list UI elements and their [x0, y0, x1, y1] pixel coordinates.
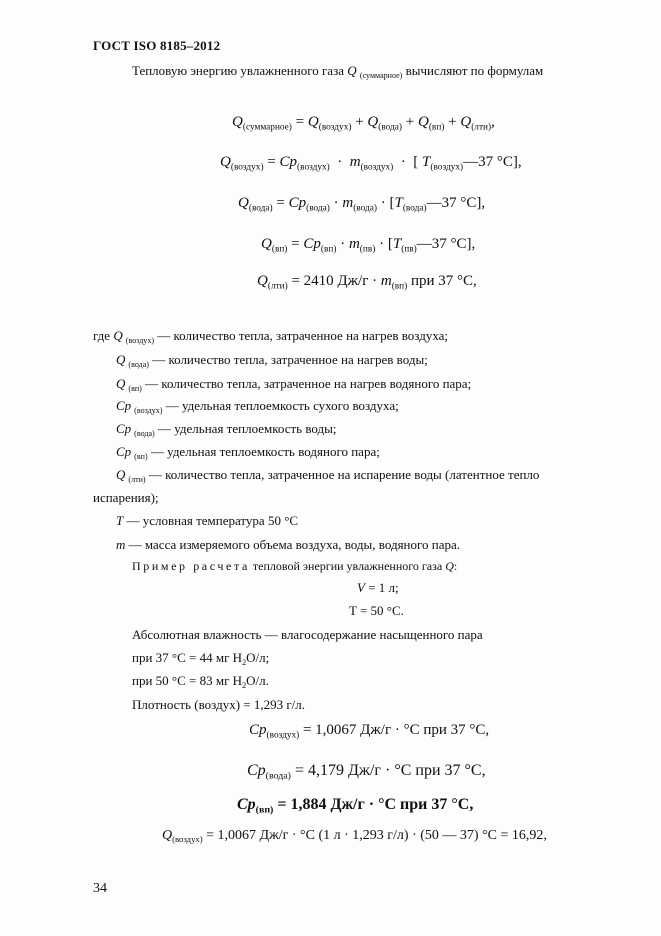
result-symbol: Q: [162, 828, 173, 843]
formula-operator: ,: [491, 114, 495, 130]
formula-subscript: (воздух): [297, 162, 330, 173]
formula-operator: —37 °C],: [463, 154, 522, 170]
result-subscript: (вп): [255, 804, 274, 816]
formula-symbol: T: [422, 154, 431, 170]
definition-symbol: Cp: [116, 421, 132, 436]
formula-symbol: m: [349, 154, 361, 170]
volume-line: [357, 580, 399, 596]
formula-subscript: (вп): [391, 281, 408, 292]
subscript: 2: [242, 680, 247, 690]
formula-operator: +: [351, 114, 368, 130]
formula-operator: =: [287, 236, 304, 252]
definition-subscript: (вода): [134, 428, 155, 438]
definition-item: [116, 376, 471, 393]
definition-subscript: (лти): [128, 474, 146, 484]
formula-subscript: (вода): [306, 203, 330, 214]
definition-symbol: Cp: [116, 444, 132, 459]
definition-text: — масса измеряемого объема воздуха, воды, водяного пара.: [125, 537, 461, 552]
result-text: = 4,179 Дж/г · °C при 37 °C,: [290, 762, 486, 779]
density-line: Плотность (воздух) = 1,293 г/л.: [132, 697, 306, 712]
humidity-37-value: при 37 °C = 44 мг H: [132, 650, 243, 665]
definition-subscript: (воздух): [134, 405, 163, 415]
formula-subscript: (воздух): [230, 162, 264, 173]
formula-operator: +: [402, 114, 418, 130]
definition-text: — удельная теплоемкость сухого воздуха;: [162, 398, 399, 413]
result-text: = 1,884 Дж/г · °C при 37 °C,: [273, 796, 474, 813]
formula-operator: =: [291, 114, 308, 130]
formula-subscript: (воздух): [318, 122, 352, 133]
humidity-50-value: при 50 °C = 83 мг H: [132, 673, 243, 688]
formula-subscript: (лти): [267, 281, 288, 292]
humidity-37: [132, 650, 269, 667]
definition-symbol: T: [116, 513, 124, 528]
result-symbol: Cp: [249, 722, 267, 738]
result-symbol: Cp: [237, 796, 256, 813]
formula-line: [220, 154, 522, 172]
definition-T: [116, 513, 298, 529]
definition-subscript: (вп): [134, 451, 148, 461]
definition-subscript: (воздух): [125, 335, 155, 345]
formula-operator: —37 °C],: [416, 236, 476, 252]
formula-subscript: (вп): [428, 122, 445, 133]
definition-symbol: Q: [116, 467, 126, 482]
definition-subscript: (вода): [128, 359, 149, 369]
intro-paragraph: [132, 63, 543, 80]
definition-item: [116, 467, 539, 484]
result-line: [162, 828, 547, 844]
formula-symbol: Q: [257, 273, 268, 289]
formula-symbol: Q: [232, 114, 243, 130]
definition-item: [116, 352, 428, 369]
formula-subscript: (вода): [402, 203, 427, 214]
definition-text: — условная температура 50 °C: [123, 513, 299, 528]
formula-subscript: (вп): [271, 244, 288, 255]
intro-subscript: (суммарное): [359, 70, 403, 80]
formula-symbol: m: [342, 195, 354, 211]
formula-symbol: Cp: [303, 236, 321, 252]
formula-subscript: (пв): [359, 244, 376, 255]
intro-lead: Тепловую энергию увлажненного газа: [132, 63, 348, 78]
formula-subscript: (вода): [353, 203, 377, 214]
subscript: 2: [242, 657, 247, 667]
definition-symbol: Cp: [116, 398, 132, 413]
formula-subscript: (воздух): [430, 162, 464, 173]
formula-symbol: Cp: [279, 154, 298, 170]
result-symbol: Cp: [247, 762, 266, 779]
definition-continuation: испарения);: [93, 490, 159, 505]
definition-symbol: Q: [113, 328, 123, 343]
formula-operator: ·: [336, 236, 349, 252]
definition-item: [116, 398, 399, 415]
result-subscript: (вода): [265, 770, 291, 782]
result-line: [237, 796, 473, 815]
intro-tail: вычисляют по формулам: [402, 63, 544, 78]
result-subscript: (воздух): [266, 730, 300, 741]
humidity-50-unit: O/л.: [246, 673, 269, 688]
definition-symbol: Q: [116, 376, 126, 391]
volume-symbol: V: [357, 580, 365, 595]
page-number: 34: [93, 881, 107, 896]
formula-operator: —37 °C],: [426, 195, 486, 211]
formula-operator: ·: [329, 195, 343, 211]
humidity-50: [132, 673, 269, 690]
formula-symbol: T: [392, 236, 402, 252]
formula-symbol: Cp: [288, 195, 307, 211]
formula-operator: · [: [393, 154, 423, 170]
formula-subscript: (вп): [320, 244, 337, 255]
definition-symbol: Q: [116, 352, 126, 367]
humidity-37-unit: O/л;: [246, 650, 270, 665]
formula-symbol: Q: [220, 154, 231, 170]
volume-text: = 1 л;: [364, 580, 399, 595]
definition-m: [116, 537, 460, 553]
definition-prefix: где: [93, 328, 114, 343]
formula-symbol: Q: [367, 114, 379, 130]
formula-symbol: Q: [307, 114, 319, 130]
formula-symbol: T: [394, 195, 403, 211]
formula-symbol: Q: [238, 195, 249, 211]
formula-line: [232, 114, 495, 132]
formula-operator: ·: [329, 154, 350, 170]
formula-subscript: (вода): [248, 203, 273, 214]
definition-subscript: (вп): [128, 383, 142, 393]
definition-text: — количество тепла, затраченное на нагрев воды;: [148, 352, 428, 367]
temperature-line: T = 50 °C.: [349, 603, 404, 618]
formula-operator: +: [444, 114, 461, 130]
result-text: = 1,0067 Дж/г · °C при 37 °C,: [299, 722, 490, 738]
result-line: [247, 762, 486, 781]
formula-line: [238, 195, 485, 213]
intro-symbol: Q: [347, 63, 357, 78]
formula-symbol: Q: [261, 236, 272, 252]
result-subscript: (воздух): [172, 834, 203, 845]
definition-text: — количество тепла, затраченное на нагрев водяного пара;: [141, 376, 472, 391]
example-label: Пример расчета: [132, 559, 250, 573]
formula-operator: = 2410 Дж/г ·: [287, 273, 381, 289]
formula-operator: =: [263, 154, 280, 170]
result-line: [249, 722, 489, 740]
formula-symbol: Q: [417, 114, 429, 130]
result-text: = 1,0067 Дж/г · °C (1 л · 1,293 г/л) · (50 — 37) °C = 16,92,: [202, 828, 547, 843]
definition-text: — количество тепла, затраченное на нагрев воздуха;: [154, 328, 449, 343]
formula-operator: · [: [375, 236, 393, 252]
example-symbol: Q: [445, 559, 454, 573]
definition-symbol: m: [116, 537, 126, 552]
formula-operator: =: [272, 195, 289, 211]
formula-subscript: (лти): [471, 122, 492, 133]
formula-subscript: (суммарное): [242, 122, 292, 133]
formula-line: [257, 273, 477, 291]
definition-text: — удельная теплоемкость воды;: [154, 421, 337, 436]
formula-symbol: m: [348, 236, 360, 252]
formula-subscript: (воздух): [360, 162, 394, 173]
definition-text: — количество тепла, затраченное на испарение воды (латентное тепло: [145, 467, 540, 482]
document-header: ГОСТ ISO 8185–2012: [93, 38, 221, 53]
definition-item: [93, 328, 448, 345]
formula-symbol: Q: [460, 114, 472, 130]
formula-subscript: (вода): [378, 122, 403, 133]
example-heading: [132, 559, 457, 574]
definition-item: [116, 444, 380, 461]
definition-item: [116, 421, 336, 438]
formula-line: [261, 236, 475, 254]
formula-operator: при 37 °C,: [407, 273, 477, 289]
example-colon: :: [453, 559, 458, 573]
definition-text: — удельная теплоемкость водяного пара;: [147, 444, 380, 459]
formula-subscript: (пв): [401, 244, 417, 255]
formula-symbol: m: [380, 273, 392, 289]
humidity-line: Абсолютная влажность — влагосодержание насыщенного пара: [132, 627, 483, 642]
formula-operator: · [: [376, 195, 395, 211]
example-text: тепловой энергии увлажненного газа: [249, 559, 446, 573]
